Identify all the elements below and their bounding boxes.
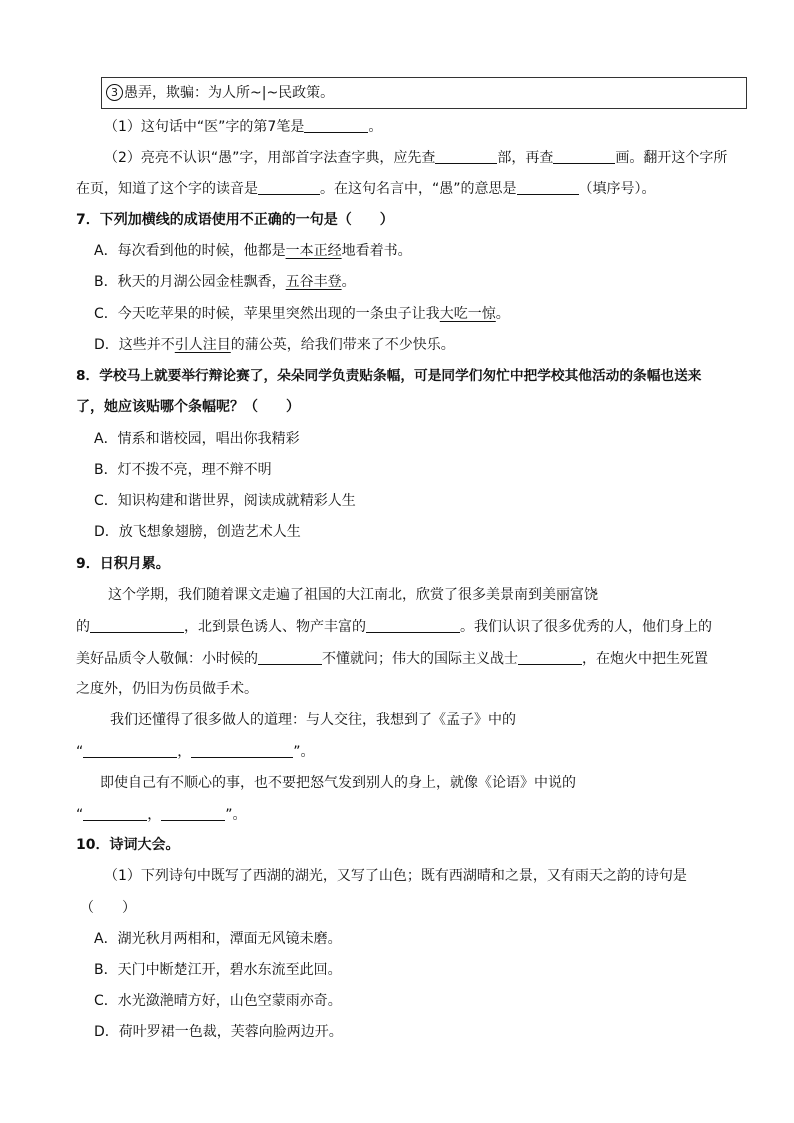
blank-stroke-count[interactable] <box>553 147 615 164</box>
q9-para2-line1: 我们还懂得了很多做人的道理：与人交往，我想到了《孟子》中的 <box>110 712 516 728</box>
blank-radical[interactable] <box>435 147 497 164</box>
comma-2: ， <box>147 807 162 823</box>
blank-analects-1[interactable] <box>83 804 147 821</box>
q6-part2-a: （2）亮亮不认识“愚”字，用部首字法查字典，应先查 <box>104 150 436 166</box>
comma-1: ， <box>177 744 192 760</box>
q7b-underlined: 五谷丰登 <box>285 274 342 290</box>
open-quote-2: “ <box>76 807 84 823</box>
q9-p2b: ，北到景色诱人、物产丰富的 <box>184 619 366 635</box>
definition-content: 愚弄，欺骗：为人所~|~民政策。 <box>124 85 335 101</box>
q10-option-a[interactable]: A．湖光秋月两相和，潭面无风镜未磨。 <box>94 931 342 947</box>
q6-part2-d: 在页，知道了这个字的读音是 <box>76 181 258 197</box>
blank-pronunciation[interactable] <box>258 178 320 195</box>
q7b-pre: B．秋天的月湖公园金桂飘香， <box>94 274 286 290</box>
q6-part2-f: （填序号）。 <box>578 181 656 197</box>
q10-paren: （ ） <box>80 900 136 916</box>
q9-para1-line3 <box>76 648 708 669</box>
q7b-post: 。 <box>341 274 356 290</box>
q9-p3c: ，在炮火中把生死置 <box>582 651 708 667</box>
blank-person-1[interactable] <box>258 648 322 665</box>
q8-stem-line1: 8．学校马上就要举行辩论赛了，朵朵同学负责贴条幅，可是同学们匆忙中把学校其他活动的条幅也送来 <box>76 368 702 384</box>
blank-stroke[interactable] <box>304 116 368 133</box>
q6-part2-b: 部，再查 <box>497 150 554 166</box>
blank-south-place[interactable] <box>90 616 184 633</box>
q9-para3-line1: 即使自己有不顺心的事，也不要把怒气发到别人的身上，就像《论语》中说的 <box>100 775 576 791</box>
q7d-pre: D．这些并不 <box>94 337 175 353</box>
q7-stem: 7．下列加横线的成语使用不正确的一句是（ ） <box>76 212 394 228</box>
blank-north-place[interactable] <box>366 616 460 633</box>
definition-box <box>101 77 747 109</box>
q6-part2-c: 画。翻开这个字所 <box>615 150 728 166</box>
q6-part2-line1 <box>104 147 727 168</box>
q7a-underlined: 一本正经 <box>285 243 342 259</box>
open-quote-1: “ <box>76 744 84 760</box>
q9-para2-line2 <box>76 741 315 762</box>
q6-part1 <box>104 116 382 137</box>
blank-meaning-number[interactable] <box>517 178 579 195</box>
q9-p3b: 不懂就问；伟大的国际主义战士 <box>322 651 518 667</box>
q9-para3-line2 <box>76 804 247 825</box>
q9-p3a: 美好品质令人敬佩：小时候的 <box>76 651 258 667</box>
q6-part2-line2 <box>76 178 656 199</box>
q7c-underlined: 大吃一惊 <box>439 306 496 322</box>
q10-option-d[interactable]: D．荷叶罗裙一色裁，芙蓉向脸两边开。 <box>94 1024 343 1040</box>
q7d-post: 的蒲公英，给我们带来了不少快乐。 <box>230 337 455 353</box>
q8-option-d[interactable]: D．放飞想象翅膀，创造艺术人生 <box>94 524 301 540</box>
q10-stem: 10．诗词大会。 <box>76 837 180 853</box>
q7-option-b[interactable] <box>94 272 356 292</box>
circled-number: 3 <box>106 84 123 101</box>
q7a-pre: A．每次看到他的时候，他都是 <box>94 243 286 259</box>
blank-analects-2[interactable] <box>161 804 225 821</box>
q8-option-c[interactable]: C．知识构建和谐世界，阅读成就精彩人生 <box>94 493 356 509</box>
q10-option-b[interactable]: B．天门中断楚江开，碧水东流至此回。 <box>94 962 342 978</box>
q8-option-b[interactable]: B．灯不拨不亮，理不辩不明 <box>94 462 272 478</box>
q7c-pre: C．今天吃苹果的时候，苹果里突然出现的一条虫子让我 <box>94 306 440 322</box>
q6-part1-end: 。 <box>368 119 383 135</box>
q10-option-c[interactable]: C．水光潋滟晴方好，山色空蒙雨亦奇。 <box>94 993 342 1009</box>
q8-stem-line2: 了，她应该贴哪个条幅呢？（ ） <box>76 399 300 415</box>
q9-para1-line4: 之度外，仍旧为伤员做手术。 <box>76 681 258 697</box>
q7-option-a[interactable] <box>94 241 412 261</box>
q9-stem: 9．日积月累。 <box>76 556 170 572</box>
blank-mencius-2[interactable] <box>191 741 293 758</box>
blank-mencius-1[interactable] <box>83 741 177 758</box>
q9-p2c: 。我们认识了很多优秀的人，他们身上的 <box>460 619 712 635</box>
q7-option-c[interactable] <box>94 304 510 324</box>
q7-option-d[interactable] <box>94 335 455 355</box>
q9-p2a: 的 <box>76 619 90 635</box>
blank-person-2[interactable] <box>518 648 582 665</box>
q10-part1: （1）下列诗句中既写了西湖的湖光，又写了山色；既有西湖晴和之景，又有雨天之韵的诗句是 <box>104 868 687 884</box>
q6-part2-e: 。在这句名言中，“愚”的意思是 <box>320 181 517 197</box>
q7d-underlined: 引人注目 <box>174 337 231 353</box>
close-quote-1: ”。 <box>293 744 315 760</box>
definition-text <box>106 83 334 103</box>
q9-para1-line2 <box>76 616 712 637</box>
q8-option-a[interactable]: A．情系和谐校园，唱出你我精彩 <box>94 431 300 447</box>
q6-part1-text: （1）这句话中“医”字的第7笔是 <box>104 119 305 135</box>
q9-para1-line1: 这个学期，我们随着课文走遍了祖国的大江南北，欣赏了很多美景南到美丽富饶 <box>108 587 598 603</box>
q7c-post: 。 <box>495 306 510 322</box>
q7a-post: 地看着书。 <box>341 243 412 259</box>
close-quote-2: ”。 <box>225 807 247 823</box>
